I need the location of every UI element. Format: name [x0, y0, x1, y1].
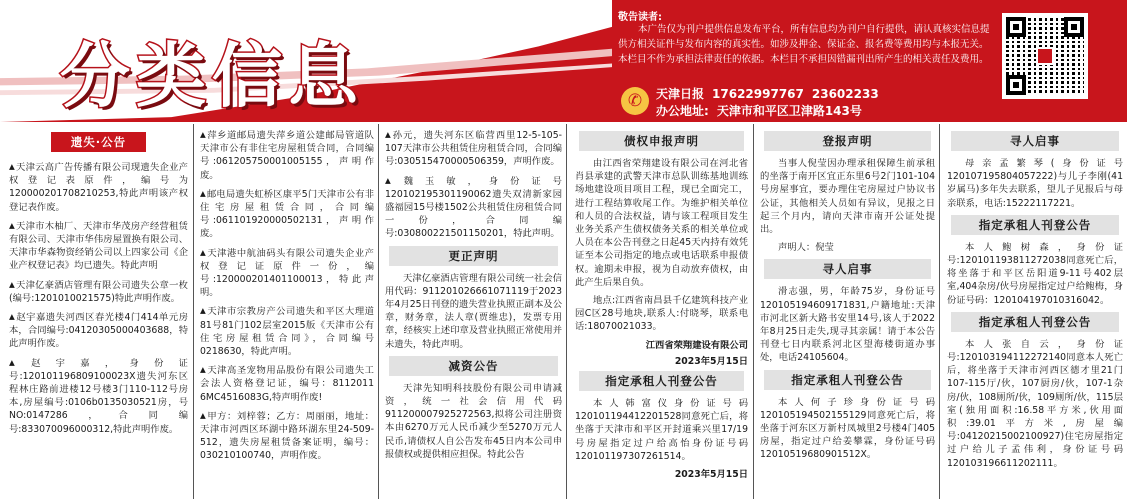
column-1 [0, 124, 192, 499]
phone-label: 天津日报 [656, 87, 705, 101]
signature-line: 2023年5月15日 [674, 355, 748, 367]
notice-entry: ▲ 邮电局遗失虹桥区康平5门天津市公有非住宅房屋租赁合同，合同编号:061101920000502131，声明作废。 [200, 187, 374, 241]
column-6 [939, 124, 1127, 499]
section-heading: 寻人启事 [764, 259, 931, 279]
notice-entry: ▲ 天津高圣宠物用品股份有限公司遗失工会法人资格登记证，编号：8112011​6MC4516083G,特声明作废! [200, 363, 374, 404]
column-3 [378, 124, 566, 499]
notice-entry: 本人韩富仪身份证号码120101194412201528同意死亡后，将坐落于天津市和平区开封道乘兴里17/19号房屋指定过户给高怡身份证号码120101197307261514。 [575, 398, 748, 462]
section-heading: 指定承租人刊登公告 [764, 370, 931, 390]
column-4 [566, 124, 753, 499]
notice-entry: 本人张自云，身份证号:120103194112272140同意本人死亡后，将坐落于天津市河西区德才里21门107-115厅/伙，107厨房/伙，107-1杂房/伙，108厕所/伙，109厕所/伙，115层室(独用面积:16.58平方米,伙用面积:39.01平方米,房屋编号:0412021500210092​7)住宅房屋指定过户给儿子孟伟利，身份证号码120103196611202111。 [947, 338, 1123, 469]
notice-entry: ▲ 魏玉敏，身份证号120102195301190062遗失双清新家园盛福园15号楼1502公共租赁住房租赁合同一份，合同编号:030800221501150201，特此声明。 [385, 174, 562, 241]
notice-entry: 天津亿豪酒店管理有限公司统一社会信用代码：91120102​66610711​19于2023年4月25日刊登的遗失营业执照正副本及公章，财务章，法人章(贾维忠)，发票专用章，经核实上述印章及营业执照正常使用并未遗失，特此声明。 [385, 272, 562, 350]
notice-entry: 当事人倪莹因办理承租保障生前承租的坐落于南开区宜正东里6号2门101-104号房屋事宜，要办理住宅房屋过户协议书公证，其他相关人员如有异议，见报之日起三个月内，请向天津市南开公证处提出。 [760, 158, 935, 236]
notice-entry: ▲ 天津市宗教房产公司遗失和平区大理道81号81门102层室2015版《天津市公有住宅房屋租赁合同》，合同编号0218630，特此声明。 [200, 304, 374, 358]
section-heading: 遗失·公告 [51, 132, 146, 152]
notice-entry: ▲ 萍乡道邮局遗失萍乡道公建邮局管道队天津市公有非住宅房屋租赁合同，合同编号:061205750001005155，声明作废。 [200, 128, 374, 182]
signature-line: 江西省荣翔建设有限公司 [645, 339, 748, 351]
notice-entry: ▲ 赵宇嘉遗失河西区春光楼4门414单元房本，合同编号:04120305000403688，特此声明作废。 [9, 310, 188, 351]
notice-entry: 地点:江西省南昌县千亿建筑科技产业园C区28号地块,联系人:付晓琴，联系电话:18070021033。 [575, 295, 748, 333]
section-heading: 减资公告 [389, 356, 558, 376]
phone-icon: ✆ [621, 87, 649, 115]
section-heading: 债权申报声明 [579, 131, 744, 151]
address-value: 天津市和平区卫津路143号 [716, 104, 862, 118]
notice-entry: ▲ 孙元，遗失河东区临营西里12-5-105-107天津市公共租赁住房租赁合同，合同编号:030515470000506359，声明作废。 [385, 128, 562, 169]
page-title: 分类信息 [60, 35, 364, 117]
notice-entry: 由江西省荣翔建设有限公司在河北省肖县承建的武警天津市总队训练基地训练场地建设项目项目工程，现已全面完工，进行工程结算收尾工作。为维护相关单位和人员的合法权益，请与该工程项目发生业务关系产生债权债务关系的相关单位或人员在本公告刊登之日起45天内持有效凭证至本公司指定的地点或电话联系申报债权。逾期未申报，视为自动放弃债权，由此产生后果自负。 [575, 158, 748, 288]
notice-entry: 本人何子珍身份证号码120105194502155129同意死亡后，将坐落于河东区万新村凤城里2号楼4门405房屋，指定过户给姜攀霖，身份证号码120105196809​01512X。 [760, 396, 935, 461]
notice-body: 本广告仅为刊户提供信息发布平台，所有信息均为刊户自行提供，请认真核实信息提供方相关证件与发布内容的真实性。如涉及押金、保证金、报名费等费用均与本报无关。本栏目不作为承担法律责任的依据。本栏目不承担因错漏刊出所产生的相关责任及费用。 [618, 24, 990, 65]
section-heading: 登报声明 [764, 131, 931, 151]
notice-entry: 本人鲍树森，身份证号:120101193811272038同意死亡后，将坐落于和平区岳阳道9-11号402层室,404杂房/伙号房屋指定过户给鲍梅，身份证号码：120104197010316042。 [947, 241, 1123, 306]
section-heading: 更正声明 [389, 246, 558, 266]
qr-code-icon [1002, 13, 1088, 99]
notice-entry: ▲ 赵宇嘉，身份证号:120101196809100023X遗失河东区程林庄路前进楼12号楼3门110-112号房本,房屋编号:0106b0135030521房，号NO:0147286，合同编号:833070096000312,特此声明作废。 [9, 356, 188, 436]
section-heading: 寻人启事 [951, 131, 1119, 151]
column-2 [193, 124, 378, 499]
section-heading: 指定承租人刊登公告 [579, 371, 744, 391]
page-header [0, 0, 1127, 122]
signature-line: 2023年5月15日 [674, 469, 748, 481]
notice-entry: ▲ 天津亿豪酒店管理有限公司遗失公章一枚(编号:1201010021575)特此声明作废。 [9, 278, 188, 305]
classifieds-columns [0, 124, 1127, 499]
phone-number-1: 17622997767 [712, 87, 804, 101]
notice-entry: ▲ 天津港中航油码头有限公司遗失企业产权登记证原件一份，编号:120000201401100013，特此声明。 [200, 246, 374, 300]
address-label: 办公地址: [656, 104, 709, 118]
section-heading: 指定承租人刊登公告 [951, 312, 1119, 332]
notice-entry: 滑志强，男，年龄75岁，身份证号120105194609171831,户籍地址:天津市河北区新大路书安里14号,该人于2022年8月25日走失,现寻其亲属！请于本公告刊登七日内联系河北区望海楼街道办事处，电话24105604。 [760, 286, 935, 364]
section-heading: 指定承租人刊登公告 [951, 215, 1119, 235]
address-line [656, 102, 870, 119]
notice-entry: 声明人：倪莹 [778, 242, 834, 254]
notice-title: 敬告读者: [618, 12, 662, 23]
notice-entry: 母亲孟繁琴(身份证号120107195804057222)与儿子李刚(41岁属马)多年失去联系，望儿子见报后与母亲联系，电话:15222117221。 [947, 158, 1123, 209]
notice-entry: ▲ 甲方：刘梓蓉；乙方：周丽丽，地址：天津市河西区环湖中路环湖东里24-509-512，遗失房屋租赁备案证明，编号：0302101007​40，声明作废。 [200, 409, 374, 463]
column-5 [753, 124, 939, 499]
notice-entry: 天津先知明科技股份有限公司申请减资，统一社会信用代码91120000792527256​3,拟将公司注册资本由6270万元人民币减少至5270万元人民币,请债权人自公告发布45日内本公司申报债权或提供相应担保。特此公告 [385, 382, 562, 460]
notice-entry: ▲ 天津市木柚厂、天津市华茂房产经营租赁有限公司、天津市华伟房屋置换有限公司、天津市华森物资经销公司以上四家公司《企业产权登记表》均已遗失。特此声明 [9, 219, 188, 273]
phone-number-2: 23602233 [811, 87, 879, 101]
notice-entry: ▲ 天津云高广告传播有限公司现遗失企业产权登记表原件，编号为120000201708210253,特此声明该产权登记表作废。 [9, 160, 188, 214]
phone-line [656, 85, 887, 102]
